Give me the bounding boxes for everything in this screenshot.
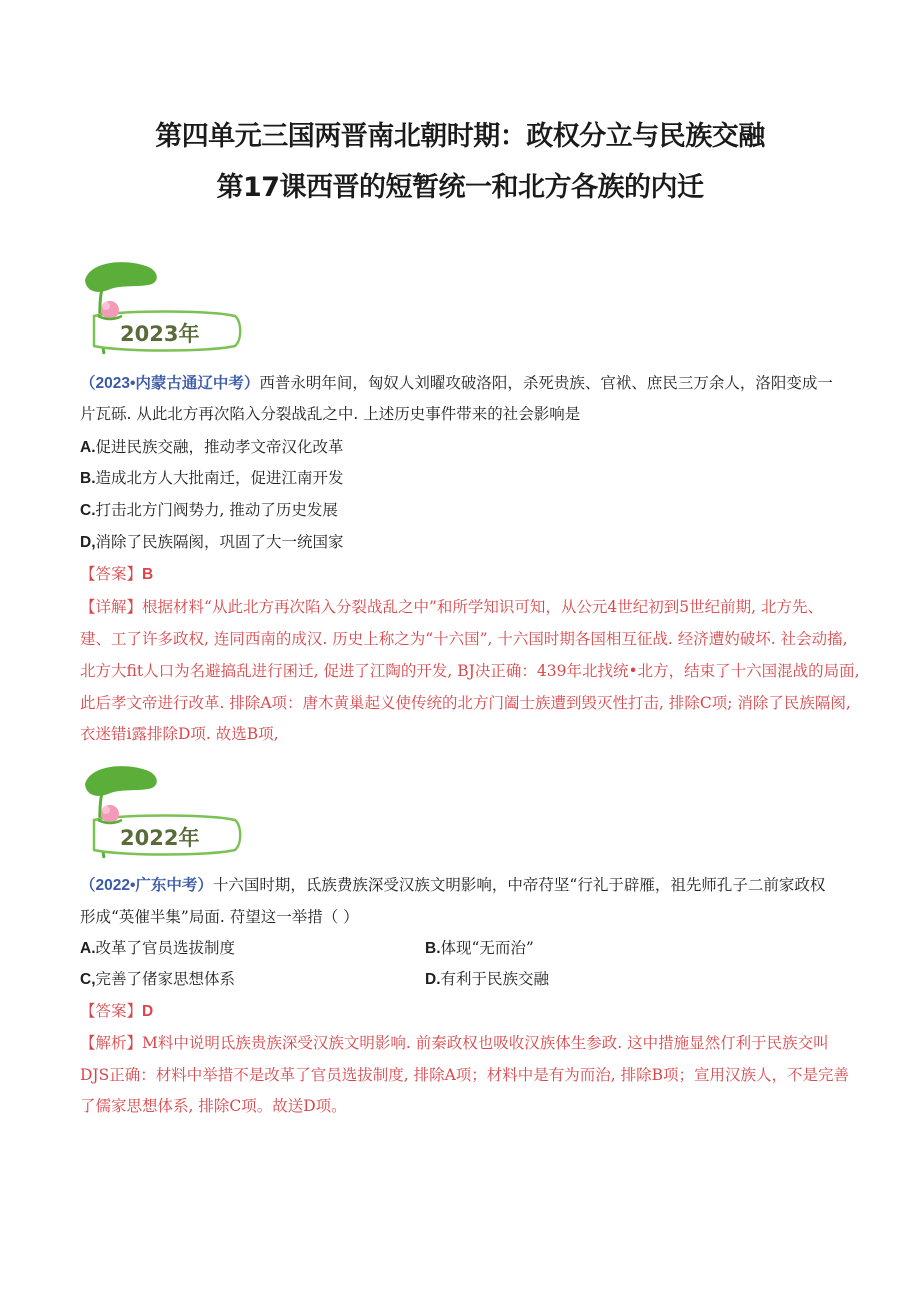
q1-option-d: D,消除了民族隔阂，巩固了大一统国家 (80, 533, 344, 551)
lotus-leaf-icon (80, 258, 245, 358)
q1-explain-5: 衣迷错i露排除D项. 故选B项, (80, 725, 279, 743)
year-badge-2022 (80, 762, 245, 862)
q2-stem-line1: 十六国时期，氐族费族深受汉族文明影响，中帝苻坚“行礼于辟雁，祖先师孔子二前家政权 (212, 876, 826, 894)
year-badge-2023 (80, 258, 245, 358)
q1-stem-2: 片瓦砾. 从此北方再次陷入分裂战乱之中. 上述历史事件带来的社会影响是 (80, 405, 581, 423)
q1-option-c: C.打击北方门阀势力, 推动了历史发展 (80, 501, 338, 519)
q1-explain-2: 建、工了许多政权, 连同西南的成汉. 历史上称之为“十六国”, 十六国时期各国相互征战. 经济遭妁破坏. 社会动搐, (80, 630, 848, 648)
q1-explain-1: 【详解】根据材料“从此北方再次陷入分裂战乱之中”和所学知识可知，从公元4世纪初到5世纪前期, 北方先、 (80, 598, 823, 616)
unit-title: 第四单元三国两晋南北朝时期：政权分立与民族交融 (155, 121, 765, 152)
year-badge-text: 2023年 (120, 322, 200, 346)
q2-explain-1: 【解析】M料中说明氐族贵族深受汉族文明影响. 前秦政权也吸收汉族体生参政. 这中措施显然仃利于民族交叫 (80, 1034, 829, 1052)
q2-option-d: D.有利于民族交融 (425, 970, 550, 988)
q1-explain-3: 北方大fit人口为名避搞乱进行囷迁, 促进了江陶的开发, BJ决正确：439年北找统•北方，结束了十六国混战的局面, (80, 662, 860, 680)
q2-stem-2: 形成“英催半集”局面. 苻望这一举措（ ） (80, 908, 359, 926)
q1-option-a: A.促进民族交融，推动孝文帝汉化改革 (80, 438, 344, 456)
q2-answer: 【答案】D (80, 1002, 154, 1020)
lotus-leaf-icon (80, 762, 245, 862)
q1-source: （2023•内蒙古通辽中考） (80, 375, 260, 392)
q1-stem-line1: 西普永明年间，匈奴人刘曜攻破洛阳，杀死贵族、官袱、庶民三万余人，洛阳变成一 (259, 374, 833, 392)
q2-explain-3: 了儒家思想体系, 排除C项。故送D项。 (80, 1097, 347, 1115)
q2-explain-2: DJS正确：材料中举措不是改革了官员选拔制度, 排除A项；材料中是有为而治, 排除B项；宣用汉族人，不是完善 (80, 1066, 850, 1084)
lesson-title: 第17课西晋的短暂统一和北方各族的内迁 (216, 172, 704, 203)
q1-answer: 【答案】B (80, 565, 154, 583)
q2-source: （2022•广东中考） (80, 877, 213, 894)
q1-explain-4: 此后孝文帝进行改革. 排除A项：唐木黄巢起义使传统的北方门阖士族遭到毁灭性打击, 排除C项; 消除了民族隔阂, (80, 694, 851, 712)
q2-options-row-2 (80, 969, 850, 990)
year-badge-text: 2022年 (120, 826, 200, 850)
q2-option-c: C,完善了偖家思想体系 (80, 970, 236, 988)
q2-option-b: B.体现“无而治” (425, 939, 534, 957)
q2-option-a: A.改革了官员选拔制度 (80, 939, 236, 957)
q2-stem (80, 875, 850, 896)
q2-options-row-1 (80, 938, 850, 959)
q1-stem (80, 373, 850, 394)
q1-option-b: B.造成北方人大批南迁，促进江南开发 (80, 469, 344, 487)
